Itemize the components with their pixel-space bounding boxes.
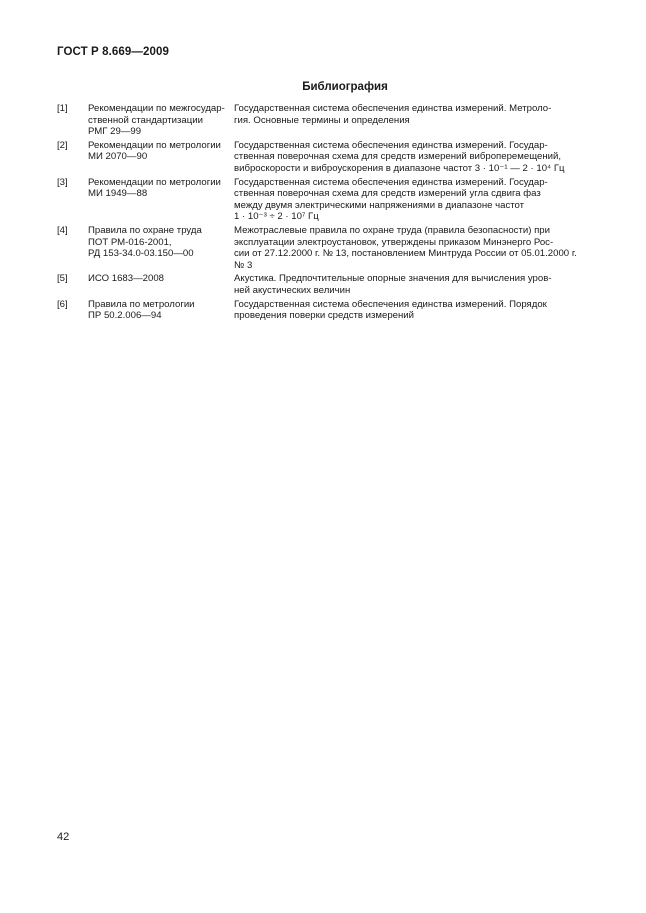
entry-description-line: Государственная система обеспечения единства измерений. Государ-: [234, 176, 548, 188]
entry-description-line: сии от 27.12.2000 г. № 13, постановлением Минтруда России от 05.01.2000 г.: [234, 248, 577, 260]
entry-source-line: Рекомендации по метрологии: [88, 139, 221, 151]
entry-description-line: Акустика. Предпочтительные опорные значения для вычисления уров-: [234, 273, 552, 285]
entry-source-line: РМГ 29—99: [88, 126, 142, 138]
entry-description-line: Государственная система обеспечения единства измерений. Порядок: [234, 298, 547, 310]
entry-source-line: МИ 2070—90: [88, 151, 148, 163]
entry-source: [88, 103, 234, 138]
entry-description: [234, 273, 592, 296]
entry-description-line: проведения поверки средств измерений: [234, 310, 415, 322]
bibliography-entry: [57, 273, 592, 296]
entry-description: [234, 177, 592, 223]
bibliography-entry: [57, 299, 592, 322]
entry-description-line: гия. Основные термины и определения: [234, 114, 410, 126]
entry-source-line: ИСО 1683—2008: [88, 273, 165, 285]
entry-description-line: эксплуатации электроустановок, утверждены приказом Минэнерго Рос-: [234, 236, 554, 248]
entry-description-line: 1 · 10⁻³ ÷ 2 · 10⁷ Гц: [234, 211, 319, 223]
entry-description-line: ней акустических величин: [234, 284, 351, 296]
bibliography-list: [57, 103, 592, 324]
entry-description: [234, 299, 592, 322]
entry-source: [88, 177, 234, 223]
entry-source-line: Рекомендации по межгосудар-: [88, 103, 225, 114]
entry-description-line: № 3: [234, 259, 253, 271]
entry-description-line: между двумя электрическими напряжениями в диапазоне частот: [234, 199, 525, 211]
entry-description-line: Межотраслевые правила по охране труда (правила безопасности) при: [234, 224, 550, 236]
entry-number: [4]: [57, 224, 68, 236]
entry-source-line: ственной стандартизации: [88, 114, 203, 126]
entry-description: [234, 140, 592, 175]
bibliography-entry: [57, 225, 592, 271]
entry-source-line: Правила по метрологии: [88, 298, 195, 310]
entry-number: [3]: [57, 176, 68, 188]
entry-number: [5]: [57, 273, 68, 285]
entry-number: [6]: [57, 298, 68, 310]
bibliography-entry: [57, 177, 592, 223]
entry-description-line: ственная поверочная схема для средств измерений виброперемещений,: [234, 151, 561, 163]
entry-source-line: ПР 50.2.006—94: [88, 310, 162, 322]
entry-source-line: ПОТ РМ-016-2001,: [88, 236, 172, 248]
entry-number: [2]: [57, 139, 68, 151]
entry-description-line: ственная поверочная схема для средств измерений угла сдвига фаз: [234, 188, 541, 200]
entry-description-line: Государственная система обеспечения единства измерений. Метроло-: [234, 103, 552, 114]
entry-source: [88, 140, 234, 175]
entry-source: [88, 299, 234, 322]
entry-source: [88, 225, 234, 271]
entry-source-line: Рекомендации по метрологии: [88, 176, 221, 188]
page-number: 42: [57, 831, 70, 843]
section-title: [0, 81, 646, 93]
entry-source-line: Правила по охране труда: [88, 224, 202, 236]
bibliography-entry: [57, 103, 592, 138]
entry-description: [234, 103, 592, 138]
section-title-text: Библиография: [302, 81, 388, 93]
entry-description: [234, 225, 592, 271]
entry-description-line: Государственная система обеспечения единства измерений. Государ-: [234, 139, 548, 151]
entry-number: [1]: [57, 103, 68, 114]
bibliography-entry: [57, 140, 592, 175]
entry-description-line: виброскорости и виброускорения в диапазоне частот 3 · 10⁻¹ — 2 · 10⁴ Гц: [234, 162, 565, 174]
entry-source: [88, 273, 234, 296]
entry-source-line: РД 153-34.0-03.150—00: [88, 248, 194, 260]
document-header: ГОСТ Р 8.669—2009: [57, 46, 169, 58]
entry-source-line: МИ 1949—88: [88, 188, 148, 200]
